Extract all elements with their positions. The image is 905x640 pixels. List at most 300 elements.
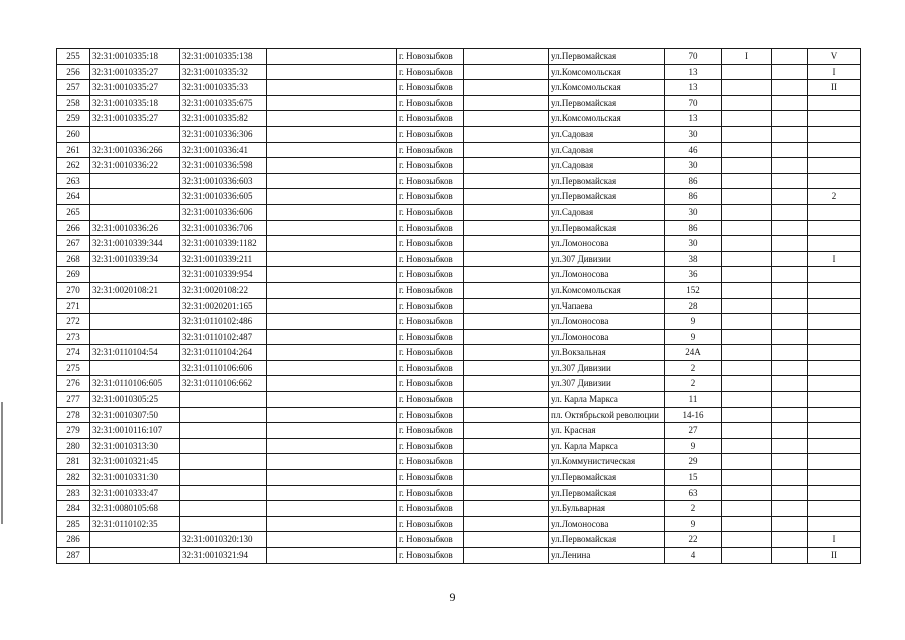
cell-col9 [722, 126, 772, 142]
cell-empty [464, 95, 549, 111]
cell-row-number: 262 [57, 158, 90, 174]
cell-empty [464, 360, 549, 376]
cell-empty [267, 345, 397, 361]
cell-city: г. Новозыбков [397, 298, 464, 314]
cell-col11: 2 [808, 189, 861, 205]
cell-cadastral-number: 32:31:0110102:35 [90, 516, 180, 532]
cell-empty [267, 189, 397, 205]
cell-col11: II [808, 80, 861, 96]
cell-col11: II [808, 548, 861, 564]
cell-house-number: 9 [665, 438, 722, 454]
table-row [57, 267, 861, 283]
table-row [57, 501, 861, 517]
cell-object-cadastral-number [180, 516, 267, 532]
table-row [57, 376, 861, 392]
cell-col10 [772, 64, 808, 80]
cell-house-number: 13 [665, 80, 722, 96]
cell-object-cadastral-number: 32:31:0010335:82 [180, 111, 267, 127]
cell-city: г. Новозыбков [397, 64, 464, 80]
cell-empty [267, 220, 397, 236]
cell-empty [464, 548, 549, 564]
cell-col10 [772, 158, 808, 174]
cell-cadastral-number: 32:31:0010335:27 [90, 111, 180, 127]
cell-object-cadastral-number: 32:31:0010335:32 [180, 64, 267, 80]
cell-city: г. Новозыбков [397, 251, 464, 267]
cell-col10 [772, 438, 808, 454]
cell-object-cadastral-number [180, 392, 267, 408]
cell-empty [267, 360, 397, 376]
cell-empty [464, 204, 549, 220]
cell-col11 [808, 158, 861, 174]
cell-col10 [772, 376, 808, 392]
cell-empty [267, 80, 397, 96]
cell-col10 [772, 236, 808, 252]
table-row [57, 173, 861, 189]
table-row [57, 251, 861, 267]
cell-city: г. Новозыбков [397, 282, 464, 298]
cell-col9 [722, 501, 772, 517]
cell-col9 [722, 158, 772, 174]
table-row [57, 485, 861, 501]
cell-house-number: 13 [665, 64, 722, 80]
cell-house-number: 22 [665, 532, 722, 548]
cell-col9 [722, 220, 772, 236]
cell-city: г. Новозыбков [397, 267, 464, 283]
cell-house-number: 13 [665, 111, 722, 127]
table-row [57, 236, 861, 252]
cell-col9 [722, 376, 772, 392]
cell-cadastral-number: 32:31:0010305:25 [90, 392, 180, 408]
cell-city: г. Новозыбков [397, 376, 464, 392]
cell-empty [267, 204, 397, 220]
cell-row-number: 256 [57, 64, 90, 80]
cell-city: г. Новозыбков [397, 158, 464, 174]
cell-object-cadastral-number: 32:31:0010336:706 [180, 220, 267, 236]
cell-street: ул.Комсомольская [549, 282, 665, 298]
cell-col9 [722, 329, 772, 345]
table-row [57, 142, 861, 158]
cell-object-cadastral-number: 32:31:0010336:603 [180, 173, 267, 189]
cell-city: г. Новозыбков [397, 329, 464, 345]
cell-city: г. Новозыбков [397, 470, 464, 486]
cell-city: г. Новозыбков [397, 516, 464, 532]
cell-street: ул. Карла Маркса [549, 438, 665, 454]
cell-house-number: 27 [665, 423, 722, 439]
cell-empty [464, 392, 549, 408]
cell-cadastral-number [90, 360, 180, 376]
cell-col11: V [808, 49, 861, 65]
cell-col10 [772, 204, 808, 220]
cell-empty [267, 298, 397, 314]
cell-house-number: 30 [665, 236, 722, 252]
cell-col10 [772, 360, 808, 376]
cell-street: ул.Первомайская [549, 95, 665, 111]
cell-col11: I [808, 64, 861, 80]
cell-col11 [808, 438, 861, 454]
cell-col11 [808, 282, 861, 298]
cell-cadastral-number: 32:31:0010313:30 [90, 438, 180, 454]
cell-street: ул.Чапаева [549, 298, 665, 314]
cell-object-cadastral-number: 32:31:0010335:675 [180, 95, 267, 111]
cell-row-number: 276 [57, 376, 90, 392]
cell-object-cadastral-number: 32:31:0010335:138 [180, 49, 267, 65]
cell-col11 [808, 485, 861, 501]
cell-house-number: 30 [665, 126, 722, 142]
cell-house-number: 86 [665, 189, 722, 205]
cell-col9 [722, 142, 772, 158]
cell-object-cadastral-number: 32:31:0010335:33 [180, 80, 267, 96]
cell-empty [267, 95, 397, 111]
cell-empty [267, 173, 397, 189]
cell-empty [267, 142, 397, 158]
cell-col10 [772, 189, 808, 205]
cell-col11 [808, 204, 861, 220]
cell-col10 [772, 126, 808, 142]
table-row [57, 220, 861, 236]
cell-col9 [722, 80, 772, 96]
cell-col9 [722, 204, 772, 220]
cell-cadastral-number: 32:31:0110104:54 [90, 345, 180, 361]
table-row [57, 470, 861, 486]
cell-row-number: 286 [57, 532, 90, 548]
cell-empty [464, 407, 549, 423]
cell-house-number: 86 [665, 220, 722, 236]
cell-object-cadastral-number [180, 485, 267, 501]
cell-row-number: 287 [57, 548, 90, 564]
cell-col9 [722, 251, 772, 267]
cell-object-cadastral-number [180, 470, 267, 486]
registry-table-body [57, 49, 861, 564]
cell-row-number: 261 [57, 142, 90, 158]
cell-cadastral-number: 32:31:0110106:605 [90, 376, 180, 392]
cell-col11 [808, 470, 861, 486]
cell-col9 [722, 314, 772, 330]
cell-street: ул.Ломоносова [549, 516, 665, 532]
cell-house-number: 28 [665, 298, 722, 314]
cell-object-cadastral-number: 32:31:0010320:130 [180, 532, 267, 548]
cell-cadastral-number [90, 267, 180, 283]
cell-street: ул.Первомайская [549, 49, 665, 65]
cell-col11 [808, 392, 861, 408]
cell-col9 [722, 282, 772, 298]
cell-empty [267, 407, 397, 423]
cell-city: г. Новозыбков [397, 454, 464, 470]
cell-object-cadastral-number [180, 501, 267, 517]
cell-col9 [722, 548, 772, 564]
cell-col10 [772, 329, 808, 345]
cell-empty [267, 111, 397, 127]
cell-street: ул.Ленина [549, 548, 665, 564]
scan-edge-mark [1, 402, 3, 524]
cell-col10 [772, 314, 808, 330]
table-row [57, 532, 861, 548]
cell-row-number: 266 [57, 220, 90, 236]
cell-cadastral-number: 32:31:0010335:27 [90, 80, 180, 96]
registry-table [56, 48, 861, 564]
cell-street: ул. Карла Маркса [549, 392, 665, 408]
cell-street: ул.Первомайская [549, 470, 665, 486]
cell-col10 [772, 298, 808, 314]
table-row [57, 298, 861, 314]
cell-col9 [722, 360, 772, 376]
table-row [57, 282, 861, 298]
cell-row-number: 279 [57, 423, 90, 439]
cell-city: г. Новозыбков [397, 142, 464, 158]
cell-empty [464, 189, 549, 205]
cell-street: ул.Ломоносова [549, 329, 665, 345]
cell-object-cadastral-number: 32:31:0020108:22 [180, 282, 267, 298]
cell-col10 [772, 392, 808, 408]
cell-cadastral-number [90, 173, 180, 189]
cell-empty [267, 282, 397, 298]
cell-object-cadastral-number [180, 407, 267, 423]
cell-row-number: 265 [57, 204, 90, 220]
cell-col11 [808, 423, 861, 439]
cell-object-cadastral-number: 32:31:0010336:598 [180, 158, 267, 174]
cell-col10 [772, 501, 808, 517]
table-row [57, 49, 861, 65]
cell-street: ул.Садовая [549, 142, 665, 158]
cell-col10 [772, 95, 808, 111]
cell-house-number: 11 [665, 392, 722, 408]
cell-col11 [808, 173, 861, 189]
page-number: 9 [449, 590, 456, 604]
cell-object-cadastral-number: 32:31:0010339:1182 [180, 236, 267, 252]
cell-row-number: 268 [57, 251, 90, 267]
cell-col9 [722, 64, 772, 80]
cell-street: ул. Красная [549, 423, 665, 439]
cell-col10 [772, 516, 808, 532]
cell-street: пл. Октябрьской революции [549, 407, 665, 423]
cell-empty [267, 454, 397, 470]
cell-city: г. Новозыбков [397, 501, 464, 517]
table-row [57, 111, 861, 127]
cell-empty [267, 485, 397, 501]
cell-city: г. Новозыбков [397, 423, 464, 439]
cell-empty [464, 376, 549, 392]
cell-street: ул.Первомайская [549, 532, 665, 548]
cell-street: ул.Садовая [549, 126, 665, 142]
cell-empty [464, 142, 549, 158]
cell-empty [464, 485, 549, 501]
cell-city: г. Новозыбков [397, 314, 464, 330]
cell-cadastral-number [90, 314, 180, 330]
cell-cadastral-number: 32:31:0010335:18 [90, 49, 180, 65]
cell-col11 [808, 516, 861, 532]
cell-house-number: 30 [665, 204, 722, 220]
cell-row-number: 264 [57, 189, 90, 205]
cell-col10 [772, 548, 808, 564]
cell-empty [464, 532, 549, 548]
cell-col10 [772, 282, 808, 298]
cell-cadastral-number: 32:31:0010331:30 [90, 470, 180, 486]
cell-empty [464, 438, 549, 454]
table-row [57, 438, 861, 454]
cell-empty [267, 158, 397, 174]
cell-cadastral-number: 32:31:0080105:68 [90, 501, 180, 517]
cell-empty [464, 423, 549, 439]
cell-street: ул.Коммунистическая [549, 454, 665, 470]
cell-col9: I [722, 49, 772, 65]
cell-col9 [722, 423, 772, 439]
cell-street: ул.307 Дивизии [549, 360, 665, 376]
cell-cadastral-number: 32:31:0010336:22 [90, 158, 180, 174]
cell-col10 [772, 407, 808, 423]
cell-cadastral-number [90, 548, 180, 564]
cell-col9 [722, 189, 772, 205]
cell-city: г. Новозыбков [397, 360, 464, 376]
cell-object-cadastral-number [180, 438, 267, 454]
cell-col10 [772, 532, 808, 548]
cell-col11 [808, 267, 861, 283]
cell-empty [267, 64, 397, 80]
cell-empty [464, 329, 549, 345]
cell-cadastral-number [90, 532, 180, 548]
cell-city: г. Новозыбков [397, 485, 464, 501]
cell-cadastral-number [90, 189, 180, 205]
cell-cadastral-number: 32:31:0020108:21 [90, 282, 180, 298]
cell-object-cadastral-number: 32:31:0110104:264 [180, 345, 267, 361]
cell-cadastral-number: 32:31:0010336:266 [90, 142, 180, 158]
cell-city: г. Новозыбков [397, 80, 464, 96]
cell-city: г. Новозыбков [397, 236, 464, 252]
cell-col9 [722, 173, 772, 189]
cell-street: ул.Первомайская [549, 485, 665, 501]
cell-cadastral-number: 32:31:0010333:47 [90, 485, 180, 501]
cell-street: ул.Комсомольская [549, 111, 665, 127]
cell-col10 [772, 173, 808, 189]
cell-col11 [808, 501, 861, 517]
cell-cadastral-number [90, 126, 180, 142]
cell-object-cadastral-number: 32:31:0010321:94 [180, 548, 267, 564]
cell-object-cadastral-number: 32:31:0110102:487 [180, 329, 267, 345]
cell-house-number: 152 [665, 282, 722, 298]
table-row [57, 95, 861, 111]
cell-col11 [808, 236, 861, 252]
cell-street: ул.Первомайская [549, 173, 665, 189]
cell-empty [464, 516, 549, 532]
cell-row-number: 277 [57, 392, 90, 408]
cell-col9 [722, 516, 772, 532]
cell-row-number: 269 [57, 267, 90, 283]
cell-city: г. Новозыбков [397, 345, 464, 361]
cell-col11 [808, 314, 861, 330]
cell-row-number: 275 [57, 360, 90, 376]
cell-row-number: 278 [57, 407, 90, 423]
cell-empty [267, 267, 397, 283]
cell-cadastral-number [90, 204, 180, 220]
cell-cadastral-number: 32:31:0010339:344 [90, 236, 180, 252]
cell-row-number: 270 [57, 282, 90, 298]
table-row [57, 158, 861, 174]
cell-row-number: 281 [57, 454, 90, 470]
cell-row-number: 260 [57, 126, 90, 142]
cell-empty [464, 267, 549, 283]
cell-empty [464, 314, 549, 330]
cell-row-number: 271 [57, 298, 90, 314]
cell-col11 [808, 345, 861, 361]
cell-empty [267, 501, 397, 517]
cell-empty [464, 49, 549, 65]
cell-row-number: 267 [57, 236, 90, 252]
cell-empty [464, 80, 549, 96]
cell-empty [267, 548, 397, 564]
cell-col11 [808, 111, 861, 127]
cell-row-number: 283 [57, 485, 90, 501]
cell-row-number: 258 [57, 95, 90, 111]
cell-row-number: 284 [57, 501, 90, 517]
cell-row-number: 282 [57, 470, 90, 486]
cell-empty [464, 454, 549, 470]
cell-col9 [722, 454, 772, 470]
cell-col11 [808, 360, 861, 376]
cell-street: ул.Ломоносова [549, 236, 665, 252]
cell-col10 [772, 111, 808, 127]
cell-col10 [772, 220, 808, 236]
cell-col10 [772, 80, 808, 96]
cell-city: г. Новозыбков [397, 220, 464, 236]
cell-col11 [808, 454, 861, 470]
cell-col10 [772, 267, 808, 283]
table-row [57, 126, 861, 142]
cell-col10 [772, 251, 808, 267]
cell-empty [464, 282, 549, 298]
cell-empty [464, 470, 549, 486]
cell-empty [267, 329, 397, 345]
cell-col11 [808, 407, 861, 423]
cell-house-number: 46 [665, 142, 722, 158]
cell-col11: I [808, 532, 861, 548]
cell-row-number: 273 [57, 329, 90, 345]
table-row [57, 548, 861, 564]
cell-row-number: 274 [57, 345, 90, 361]
cell-street: ул.Вокзальная [549, 345, 665, 361]
cell-street: ул.307 Дивизии [549, 376, 665, 392]
cell-street: ул.Бульварная [549, 501, 665, 517]
cell-cadastral-number: 32:31:0010335:27 [90, 64, 180, 80]
cell-city: г. Новозыбков [397, 173, 464, 189]
cell-row-number: 272 [57, 314, 90, 330]
cell-col9 [722, 532, 772, 548]
cell-col9 [722, 438, 772, 454]
cell-col10 [772, 470, 808, 486]
cell-empty [464, 236, 549, 252]
cell-col10 [772, 454, 808, 470]
table-row [57, 314, 861, 330]
cell-empty [267, 376, 397, 392]
cell-row-number: 257 [57, 80, 90, 96]
cell-col11 [808, 298, 861, 314]
cell-empty [464, 111, 549, 127]
cell-city: г. Новозыбков [397, 95, 464, 111]
cell-col9 [722, 95, 772, 111]
table-row [57, 80, 861, 96]
cell-house-number: 29 [665, 454, 722, 470]
cell-cadastral-number: 32:31:0010336:26 [90, 220, 180, 236]
table-row [57, 189, 861, 205]
cell-object-cadastral-number: 32:31:0110106:662 [180, 376, 267, 392]
cell-cadastral-number: 32:31:0010116:107 [90, 423, 180, 439]
cell-cadastral-number [90, 329, 180, 345]
cell-col11: I [808, 251, 861, 267]
cell-city: г. Новозыбков [397, 126, 464, 142]
table-row [57, 423, 861, 439]
cell-col10 [772, 423, 808, 439]
table-row [57, 329, 861, 345]
cell-row-number: 285 [57, 516, 90, 532]
cell-object-cadastral-number: 32:31:0010336:605 [180, 189, 267, 205]
cell-row-number: 255 [57, 49, 90, 65]
